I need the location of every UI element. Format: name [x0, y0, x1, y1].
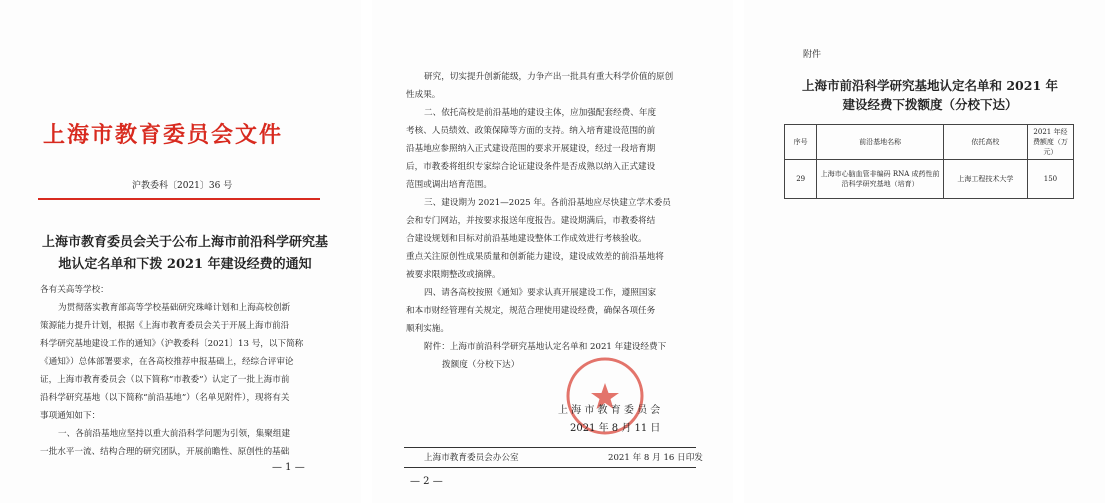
cell-funding: 150: [1027, 160, 1073, 199]
signature-date: 2021 年 8 月 11 日: [570, 423, 661, 434]
body-line: 考核、人员绩效、政策保障等方面的支持。纳入培育建设范围的前: [406, 126, 656, 136]
body-line: 一批水平一流、结构合理的研究团队，开展前瞻性、原创性的基础: [40, 447, 290, 457]
attachment-title: 上海市前沿科学研究基地认定名单和 2021 年建设经费下拨额度（分校下达）: [802, 78, 1058, 112]
attachment-label: 附件: [803, 50, 822, 60]
cell-university: 上海工程技术大学: [943, 160, 1027, 199]
cell-index: 29: [785, 160, 817, 199]
body-line: 一、各前沿基地应坚持以重大前沿科学问题为引领，集聚组建: [58, 429, 291, 439]
footer-office: 上海市教育委员会办公室: [424, 453, 519, 463]
body-line: 《通知》）总体部署要求，在各高校推荐申报基础上，经综合评审论: [40, 357, 294, 367]
body-line: 合建设规划和目标对前沿基地建设整体工作成效进行考核验收。: [406, 234, 647, 244]
document-header: 上海市教育委员会文件: [43, 122, 284, 148]
notice-title: 上海市教育委员会关于公布上海市前沿科学研究基地认定名单和下拨 2021 年建设经费的通知: [41, 235, 328, 272]
attachment-line: 拨额度（分校下达）: [442, 360, 520, 370]
body-line: 会和专门网站，并按要求报送年度报告。建设期满后，市教委将结: [406, 216, 656, 226]
body-line: 三、建设期为 2021—2025 年。各前沿基地应尽快建立学术委员: [424, 198, 671, 208]
signature: 上 海 市 教 育 委 员 会: [558, 405, 661, 416]
body-line: 策源能力提升计划，根据《上海市教育委员会关于开展上海市前沿: [40, 321, 290, 331]
body-line: 和本市财经管理有关规定，规范合理使用建设经费，确保各项任务: [406, 306, 656, 316]
body-line: 沿科学研究基地（以下简称“前沿基地”）（名单见附件），现将有关: [40, 393, 290, 403]
col-header-funding: 2021 年经费额度（万元）: [1027, 125, 1073, 160]
body-line: 后，市教委将组织专家综合论证建设条件是否成熟以纳入正式建设: [406, 162, 656, 172]
body-line: 证，上海市教育委员会（以下简称“市教委”）认定了一批上海市前: [40, 375, 290, 385]
footer-print-date: 2021 年 8 月 16 日印发: [608, 453, 703, 463]
body-line: 二、依托高校是前沿基地的建设主体，应加强配套经费、年度: [424, 108, 657, 118]
body-line: 范围或调出培育范围。: [406, 180, 492, 190]
footer-top-rule: [404, 447, 696, 448]
body-line: 科学研究基地建设工作的通知》（沪教委科〔2021〕13 号，以下简称: [40, 339, 304, 349]
page-gap: [733, 0, 744, 503]
page-number: — 1 —: [272, 462, 305, 473]
document-page-1: [0, 0, 361, 503]
cell-base-name: 上海市心脑血管非编码 RNA 成药性前沿科学研究基地（培育）: [817, 160, 944, 199]
col-header-base-name: 前沿基地名称: [817, 125, 944, 160]
document-number: 沪教委科〔2021〕36 号: [132, 181, 233, 191]
body-line: 重点关注原创性成果质量和创新能力建设，建设成效差的前沿基地将: [406, 252, 664, 262]
body-line: 四、请各高校按照《通知》要求认真开展建设工作，遵照国家: [424, 288, 657, 298]
body-line: 为贯彻落实教育部高等学校基础研究珠峰计划和上海高校创新: [58, 303, 291, 313]
body-line: 事项通知如下：: [40, 411, 101, 421]
attachment-line: 附件：上海市前沿科学研究基地认定名单和 2021 年建设经费下: [424, 342, 667, 352]
header-divider: [38, 198, 320, 200]
page-number: — 2 —: [410, 476, 443, 487]
body-line: 沿基地应参照纳入正式建设范围的要求开展建设，经过一段培育期: [406, 144, 656, 154]
salutation: 各有关高等学校：: [40, 285, 109, 295]
col-header-university: 依托高校: [943, 125, 1027, 160]
body-line: 性成果。: [406, 90, 441, 100]
body-line: 研究，切实提升创新能级，力争产出一批具有重大科学价值的原创: [424, 72, 674, 82]
page-gap: [361, 0, 372, 503]
footer-bottom-rule: [404, 467, 696, 468]
table-header-row: [785, 125, 1074, 160]
col-header-index: 序号: [785, 125, 817, 160]
allocation-table: [784, 124, 1074, 199]
body-line: 被要求限期整改或摘牌。: [406, 270, 501, 280]
table-row: [785, 160, 1074, 199]
body-line: 顺利实施。: [406, 324, 449, 334]
